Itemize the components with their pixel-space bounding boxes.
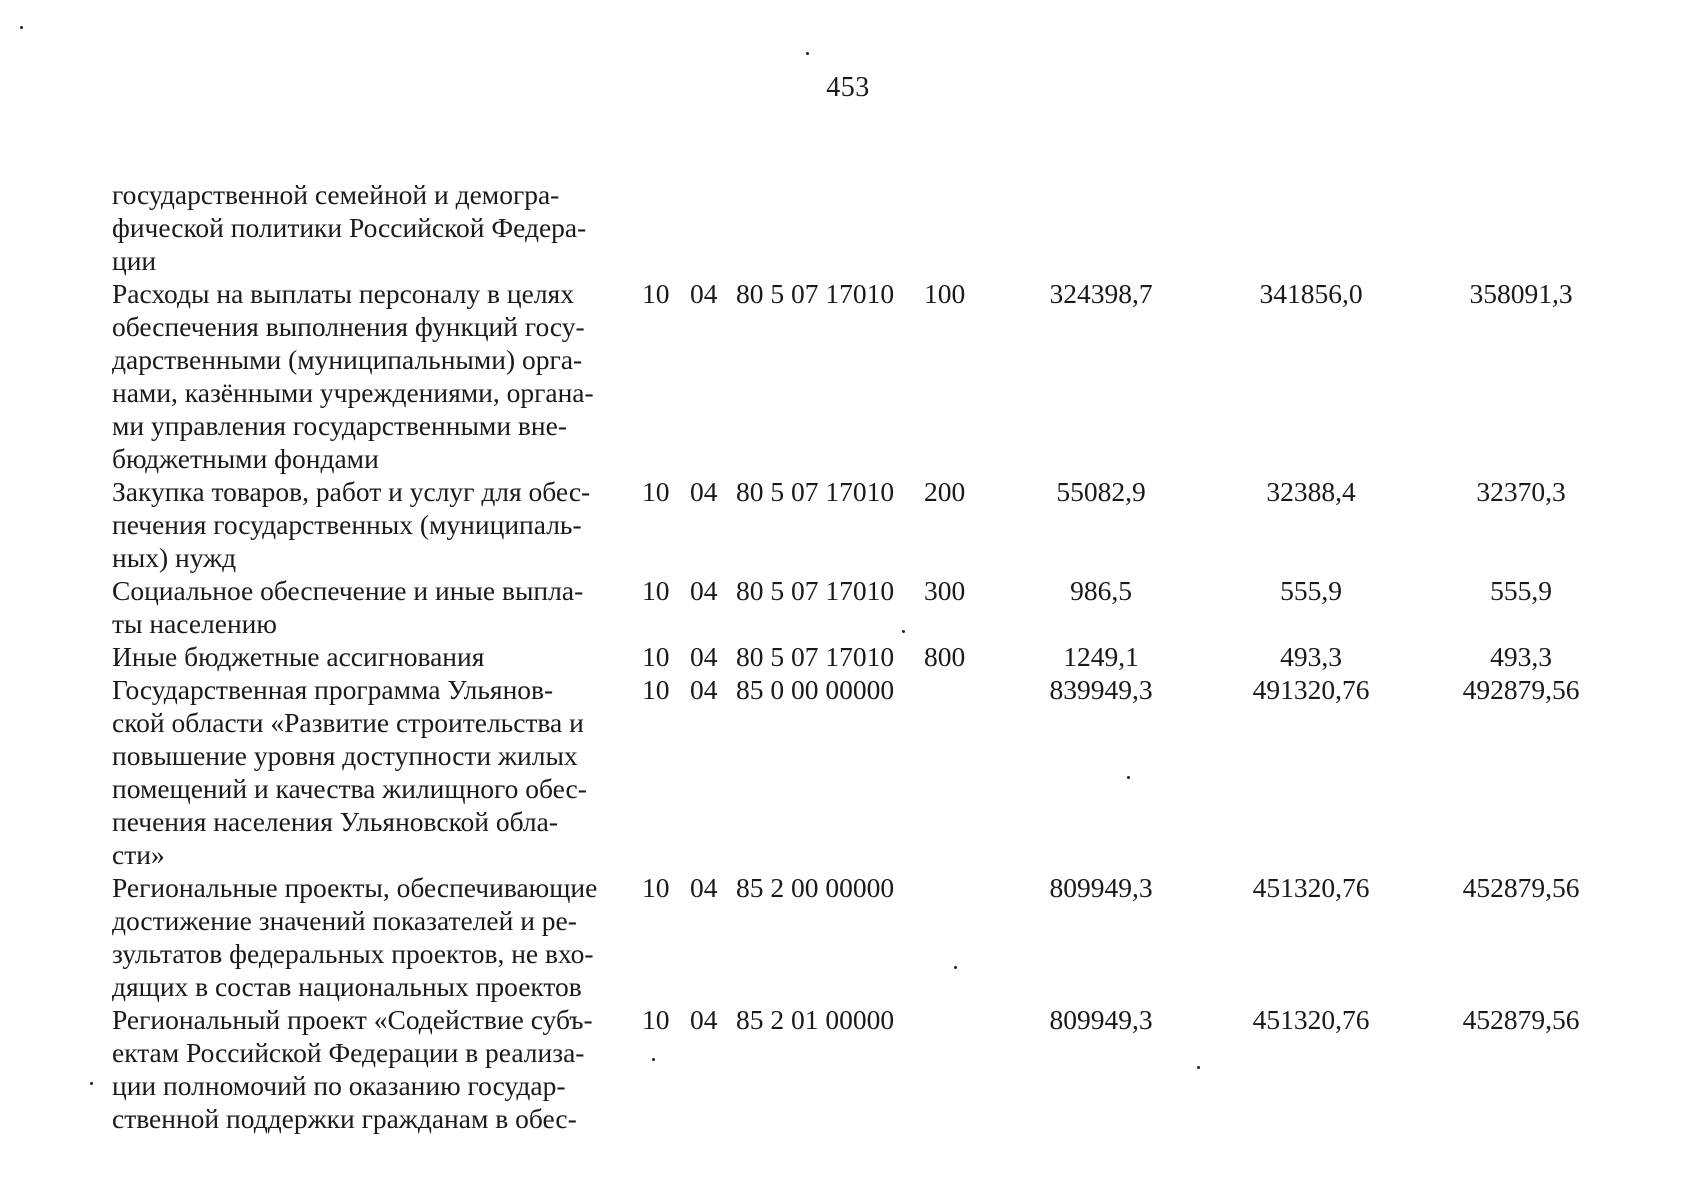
row-name-line: ты населению [112,608,277,639]
amount-year-1: 324398,7 [1049,278,1153,309]
amount-year-3: 493,3 [1490,641,1552,672]
target-article-code: 85 0 00 00000 [736,674,895,705]
amount-year-2: 491320,76 [1252,674,1370,705]
expense-type-code [914,1003,996,1135]
page-number: 453 [826,72,870,103]
subsection-code: 04 [690,674,718,705]
amount-year-2: 555,9 [1280,575,1342,606]
amount-year-3: 32370,3 [1476,476,1566,507]
subsection-code: 04 [690,872,718,903]
row-name [112,1003,632,1135]
section-code: 10 [642,476,670,507]
target-article-code: 85 2 01 00000 [736,1004,895,1035]
target-article-code [726,178,914,277]
row-name-line: помещений и качества жилищного обес- [112,773,587,804]
table-row [112,277,1626,475]
amount-year-1 [996,178,1206,277]
scan-speck [1127,776,1130,779]
amount-year-1: 986,5 [1070,575,1132,606]
subsection-code: 04 [690,476,718,507]
table-row [112,178,1626,277]
section-code: 10 [642,641,670,672]
row-name-line: обеспечения выполнения функций госу- [112,311,585,342]
row-name [112,178,632,277]
subsection-code: 04 [690,641,718,672]
target-article-code: 80 5 07 17010 [736,476,895,507]
row-name-line: дарственными (муниципальными) орга- [112,344,583,375]
amount-year-2: 493,3 [1280,641,1342,672]
subsection-code [680,178,726,277]
amount-year-2: 32388,4 [1266,476,1356,507]
subsection-code: 04 [690,575,718,606]
section-code: 10 [642,674,670,705]
row-name-line: государственной семейной и демогра- [112,179,560,210]
amount-year-2: 341856,0 [1259,278,1363,309]
row-name [112,475,632,574]
subsection-code: 04 [690,1004,718,1035]
row-name-line: зультатов федеральных проектов, не вхо- [112,938,594,969]
amount-year-2: 451320,76 [1252,872,1370,903]
target-article-code: 85 2 00 00000 [736,872,895,903]
row-name-line: печения государственных (муниципаль- [112,509,582,540]
scan-speck [20,26,23,29]
amount-year-2: 451320,76 [1252,1004,1370,1035]
expense-type-code: 100 [924,278,966,309]
row-name-line: достижение значений показателей и ре- [112,905,577,936]
expense-type-code: 200 [924,476,966,507]
row-name-line: Расходы на выплаты персоналу в целях [112,278,574,309]
table-row [112,673,1626,871]
table-body [112,178,1626,1135]
row-name [112,277,632,475]
scan-speck [806,52,809,55]
scan-speck [1197,1066,1200,1069]
row-name-line: повышение уровня доступности жилых [112,740,578,771]
amount-year-3 [1416,178,1626,277]
target-article-code: 80 5 07 17010 [736,575,895,606]
amount-year-1: 809949,3 [1049,872,1153,903]
row-name [112,574,632,640]
section-code: 10 [642,1004,670,1035]
table-row [112,475,1626,574]
row-name-line: Государственная программа Ульянов- [112,674,554,705]
row-name-line: ской области «Развитие строительства и [112,707,584,738]
subsection-code: 04 [690,278,718,309]
target-article-code: 80 5 07 17010 [736,278,895,309]
row-name-line: бюджетными фондами [112,443,379,474]
table-row [112,640,1626,673]
expense-type-code: 300 [924,575,966,606]
amount-year-3: 452879,56 [1462,1004,1580,1035]
section-code [632,178,680,277]
row-name-line: нами, казёнными учреждениями, органа- [112,377,594,408]
row-name-line: ственной поддержки гражданам в обес- [112,1103,577,1134]
row-name-line: сти» [112,839,165,870]
section-code: 10 [642,278,670,309]
row-name [112,871,632,1003]
row-name-line: фической политики Российской Федера- [112,212,587,243]
scan-speck [652,1058,655,1061]
scan-speck [902,630,905,633]
scan-speck [954,966,957,969]
row-name-line: ных) нужд [112,542,237,573]
section-code: 10 [642,575,670,606]
row-name-line: ции [112,245,157,276]
expense-type-code [914,178,996,277]
amount-year-1: 55082,9 [1056,476,1146,507]
expense-type-code [914,871,996,1003]
row-name-line: ми управления государственными вне- [112,410,567,441]
row-name-line: ции полномочий по оказанию государ- [112,1070,566,1101]
amount-year-3: 555,9 [1490,575,1552,606]
table-row [112,871,1626,1003]
amount-year-1: 1249,1 [1063,641,1139,672]
amount-year-3: 492879,56 [1462,674,1580,705]
row-name [112,640,632,673]
row-name-line: ектам Российской Федерации в реализа- [112,1037,585,1068]
target-article-code: 80 5 07 17010 [736,641,895,672]
budget-table [112,178,1626,1135]
row-name-line: Региональный проект «Содействие субъ- [112,1004,593,1035]
section-code: 10 [642,872,670,903]
amount-year-2 [1206,178,1416,277]
amount-year-1: 839949,3 [1049,674,1153,705]
amount-year-3: 358091,3 [1469,278,1573,309]
table-row [112,574,1626,640]
row-name-line: Социальное обеспечение и иные выпла- [112,575,584,606]
row-name-line: дящих в состав национальных проектов [112,971,582,1002]
expense-type-code [914,673,996,871]
table-row [112,1003,1626,1135]
row-name [112,673,632,871]
scan-speck [90,1082,93,1085]
row-name-line: Региональные проекты, обеспечивающие [112,872,598,903]
expense-type-code: 800 [924,641,966,672]
row-name-line: Закупка товаров, работ и услуг для обес- [112,476,591,507]
amount-year-3: 452879,56 [1462,872,1580,903]
row-name-line: Иные бюджетные ассигнования [112,641,485,672]
row-name-line: печения населения Ульяновской обла- [112,806,559,837]
amount-year-1: 809949,3 [1049,1004,1153,1035]
